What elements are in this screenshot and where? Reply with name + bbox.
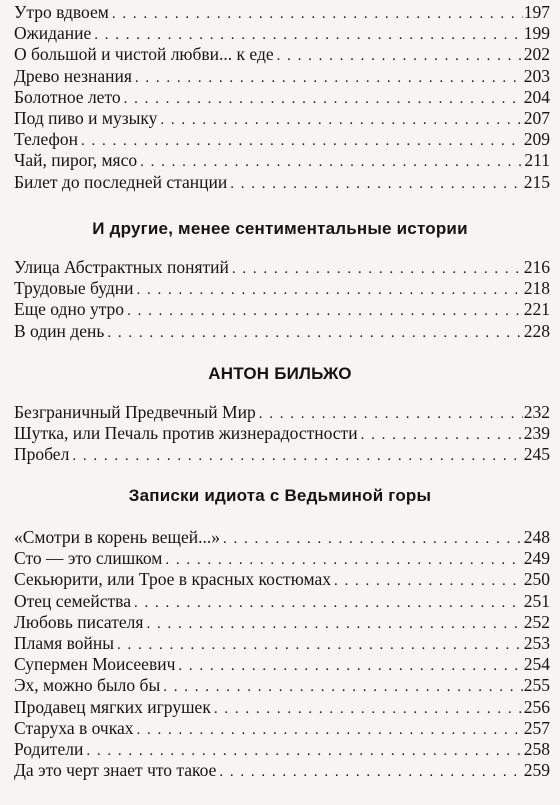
entry-title: Безграничный Предвечный Мир xyxy=(14,402,256,422)
entry-page: 248 xyxy=(523,527,550,547)
section-heading: И другие, менее сентиментальные истории xyxy=(92,219,468,238)
toc-entry xyxy=(14,108,550,129)
entry-page: 256 xyxy=(523,696,550,717)
dot-leader xyxy=(137,280,523,301)
dot-leader xyxy=(140,152,523,173)
toc-entry xyxy=(14,172,550,193)
entry-page: 257 xyxy=(523,717,550,738)
entry-page: 215 xyxy=(523,171,550,192)
dot-leader xyxy=(334,571,523,592)
entry-title: Супермен Моисеевич xyxy=(14,654,176,675)
toc-entry xyxy=(14,423,550,444)
dot-leader xyxy=(219,762,522,783)
toc-entry xyxy=(14,569,550,590)
toc-entry xyxy=(14,718,550,739)
dot-leader xyxy=(72,446,522,467)
dot-leader xyxy=(137,720,523,741)
entry-title: Телефон xyxy=(14,129,78,150)
dot-leader xyxy=(163,677,523,698)
entry-title: Улица Абстрактных понятий xyxy=(14,257,229,277)
entry-title: Да это черт знает что такое xyxy=(14,760,217,781)
dot-leader xyxy=(277,46,523,67)
entry-title: Старуха в очках xyxy=(14,717,134,738)
entry-page: 207 xyxy=(523,107,550,128)
toc-entry xyxy=(14,612,550,633)
toc-entry xyxy=(14,66,550,87)
entry-title: Чай, пирог, мясо xyxy=(14,150,138,171)
dot-leader xyxy=(259,404,523,425)
entry-page: 258 xyxy=(523,738,550,759)
entry-page: 228 xyxy=(523,320,550,341)
entry-title: Сто — это слишком xyxy=(14,548,163,569)
toc-entry xyxy=(14,675,550,696)
entry-title: «Смотри в корень вещей...» xyxy=(14,527,221,547)
toc-section-3 xyxy=(14,402,550,466)
entry-title: Пламя войны xyxy=(14,632,115,653)
dot-leader xyxy=(117,635,523,656)
dot-leader xyxy=(214,699,523,720)
entry-title: Утро вдвоем xyxy=(14,2,109,22)
entry-title: Болотное лето xyxy=(14,86,121,107)
toc-section-1 xyxy=(14,2,550,193)
toc-entry xyxy=(14,444,550,465)
entry-page: 199 xyxy=(523,23,550,44)
dot-leader xyxy=(146,614,522,635)
dot-leader xyxy=(361,425,523,446)
toc-entry xyxy=(14,321,550,342)
entry-page: 251 xyxy=(523,590,550,611)
dot-leader xyxy=(230,174,523,195)
dot-leader xyxy=(94,25,522,46)
dot-leader xyxy=(165,550,522,571)
dot-leader xyxy=(134,593,523,614)
dot-leader xyxy=(178,656,522,677)
entry-title: Отец семейства xyxy=(14,590,131,611)
dot-leader xyxy=(107,323,522,344)
toc-entry xyxy=(14,87,550,108)
entry-title: Трудовые будни xyxy=(14,278,134,299)
entry-page: 255 xyxy=(523,675,550,696)
toc-entry xyxy=(14,402,550,423)
toc-entry xyxy=(14,697,550,718)
entry-page: 250 xyxy=(523,569,550,590)
dot-leader xyxy=(124,89,523,110)
entry-title: Под пиво и музыку xyxy=(14,107,158,128)
dot-leader xyxy=(160,110,522,131)
entry-title: Древо незнания xyxy=(14,65,132,86)
section-heading: АНТОН БИЛЬЖО xyxy=(208,364,352,383)
toc-entry xyxy=(14,654,550,675)
entry-page: 209 xyxy=(523,129,550,150)
entry-page: 203 xyxy=(523,65,550,86)
entry-title: Еще одно утро xyxy=(14,299,125,320)
entry-page: 232 xyxy=(523,402,550,422)
entry-title: Родители xyxy=(14,738,84,759)
toc-entry xyxy=(14,23,550,44)
entry-title: Билет до последней станции xyxy=(14,171,228,192)
entry-title: Продавец мягких игрушек xyxy=(14,696,211,717)
toc-entry xyxy=(14,257,550,278)
entry-page: 245 xyxy=(523,444,550,465)
dot-leader xyxy=(232,259,523,280)
entry-title: О большой и чистой любви... к еде xyxy=(14,44,274,65)
dot-leader xyxy=(86,741,522,762)
dot-leader xyxy=(223,529,523,550)
entry-page: 259 xyxy=(523,760,550,781)
toc-entry xyxy=(14,739,550,760)
entry-page: 202 xyxy=(523,44,550,65)
toc-entry xyxy=(14,633,550,654)
dot-leader xyxy=(81,131,523,152)
entry-title: Любовь писателя xyxy=(14,611,144,632)
entry-page: 252 xyxy=(523,611,550,632)
entry-page: 211 xyxy=(524,150,550,171)
entry-title: Пробел xyxy=(14,444,70,465)
toc-section-2 xyxy=(14,257,550,342)
entry-page: 218 xyxy=(523,278,550,299)
entry-page: 239 xyxy=(523,423,550,444)
toc-entry xyxy=(14,129,550,150)
toc-entry xyxy=(14,2,550,23)
toc-entry xyxy=(14,527,550,548)
entry-page: 204 xyxy=(523,86,550,107)
entry-title: Секьюрити, или Трое в красных костюмах xyxy=(14,569,332,590)
toc-entry xyxy=(14,44,550,65)
entry-page: 197 xyxy=(523,2,550,22)
entry-page: 216 xyxy=(523,257,550,277)
entry-page: 254 xyxy=(523,654,550,675)
dot-leader xyxy=(127,301,523,322)
dot-leader xyxy=(135,68,523,89)
toc-entry xyxy=(14,548,550,569)
entry-page: 249 xyxy=(523,548,550,569)
entry-title: Эх, можно было бы xyxy=(14,675,161,696)
section-heading: Записки идиота с Ведьминой горы xyxy=(128,486,432,505)
entry-title: Шутка, или Печаль против жизнерадостности xyxy=(14,423,358,444)
entry-title: В один день xyxy=(14,320,105,341)
dot-leader xyxy=(112,4,523,25)
toc-section-4 xyxy=(14,527,550,781)
toc-entry xyxy=(14,591,550,612)
entry-title: Ожидание xyxy=(14,23,92,44)
toc-entry xyxy=(14,150,550,171)
toc-entry xyxy=(14,760,550,781)
entry-page: 253 xyxy=(523,632,550,653)
toc-entry xyxy=(14,299,550,320)
toc-entry xyxy=(14,278,550,299)
entry-page: 221 xyxy=(523,299,550,320)
